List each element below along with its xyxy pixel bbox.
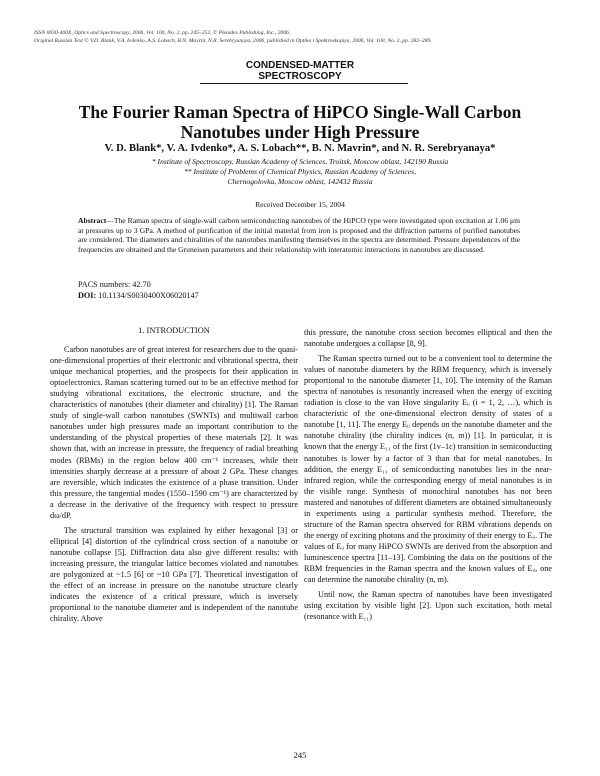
doi-value: 10.1134/S0030400X06020147 — [98, 291, 199, 300]
abstract — [78, 216, 520, 255]
abstract-text: —The Raman spectra of single-wall carbon semiconducting nanotubes of the HiPCO type were investigated upon excitation at 1.06 μm at pressures up to 3 GPa. A method of purification of the initial material from iron is proposed and the diffraction patterns of purified nanotubes are considered. The diameters and chiralities of the nanotubes manifesting themselves in the spectra are determined. Pressure dependences of the frequencies are obtained and the Gruneisen parameters and their relationship with interatomic interactions in nanotubes are discussed. — [78, 216, 520, 255]
paper-title — [40, 102, 560, 142]
paragraph: Carbon nanotubes are of great interest for researchers due to the quasi-one-dimensional properties of their electronic and vibrational spectra, their unique mechanical properties, and the prospects for their application in optoelectronics. Raman scattering turned out to be an effective method for studying vibrational excitations, the electronic structure, and the characteristics of nanotubes (their diameter and chirality) [1]. The Raman study of single-wall carbon nanotubes (SWNTs) and multiwall carbon nanotubes under high pressures made an important contribution to the understanding of the physical properties of these materials [2]. It was shown that, with an increase in pressure, the frequency of radial breathing modes (RBMs) in the region below 400 cm⁻¹ increases, while their intensities sharply decrease at a pressure of about 2 GPa. These changes are reversible, which indicates the existence of a phase transition. Under this pressure, the tangential modes (1550–1590 cm⁻¹) are characterized by a decrease in the derivative of the frequency with respect to pressure dω/dP. — [50, 345, 298, 520]
page-number: 245 — [293, 750, 307, 760]
section-line-1: CONDENSED-MATTER — [245, 60, 355, 71]
section-rule — [200, 83, 408, 84]
right-column — [304, 327, 552, 626]
paragraph: this pressure, the nanotube cross section becomes elliptical and then the nanotube undergoes a collapse [8, 9]. — [304, 328, 552, 349]
affiliation-2: ** Institute of Problems of Chemical Physics, Russian Academy of Sciences, — [184, 167, 416, 176]
header-line-2: Original Russian Text © V.D. Blank, V.A. Ivdenko, A.S. Lobach, B.N. Mavrin, N.R. Serebryanaya, 2006, published in Optika i Spektroskopiya, 2006, Vol. 100, No. 2, pp. 282–289. — [34, 37, 432, 44]
paragraph: The Raman spectra turned out to be a convenient tool to determine the values of nanotube diameters by the RBM frequency, which is inversely proportional to the nanotube diameter [1, 10]. The intensity of the Raman spectra of nanotubes is resonantly increased when the energy of exciting radiation is close to the van Hove singularity Eᵢᵢ (i = 1, 2, …), which is characteristic of the one-dimensional electron density of states of a nanotube [1, 11]. The energy Eᵢᵢ depends on the nanotube diameter and the nanotube chirality (the chirality indices (n, m)) [1]. In particular, it is known that the energy E₁₁ of the first (1v–1c) transition in semiconducting nanotubes is lower by a factor of 3 than that for metal nanotubes. In addition, the energy E₁₁ of semiconducting nanotubes lies in the near-infrared region, while the corresponding energy of metal nanotubes is in the visible range. Synthesis of monochiral nanotubes has not been mastered and nanotubes of different diameters are obtained simultaneously in experiments using a particular synthesis method. Therefore, the structure of the Raman spectra observed for RBM vibrations depends on the energy of exciting photons and the proximity of their energy to Eᵢᵢ. The values of Eᵢᵢ for many HiPCO SWNTs are derived from the absorption and luminescence spectra [11–13]. Combining the data on the positions of the RBM frequencies in the Raman spectra and the known values of Eᵢᵢ, one can determine the nanotube chirality (n, m). — [304, 354, 552, 585]
identifiers — [78, 279, 520, 301]
header-line-1: ISSN 0030-400X, Optics and Spectroscopy, 2006, Vol. 100, No. 2, pp. 245–252. © Pleiades Publishing, Inc., 2006. — [34, 30, 291, 36]
doi — [78, 290, 520, 301]
pacs-numbers: PACS numbers: 42.70 — [78, 280, 151, 289]
abstract-label: Abstract — [78, 216, 107, 225]
journal-header — [34, 30, 574, 45]
author-list: V. D. Blank*, V. A. Ivdenko*, A. S. Lobach**, B. N. Mavrin*, and N. R. Serebryanaya* — [104, 143, 496, 154]
paragraph: Until now, the Raman spectra of nanotubes have been investigated using excitation by visible light [2]. Upon such excitation, both metal (resonance with E₁₁) — [304, 590, 552, 622]
section-heading — [0, 60, 600, 82]
left-column — [50, 325, 298, 628]
received-date: Received December 15, 2004 — [255, 200, 345, 209]
affiliations — [60, 157, 540, 187]
title-line-1: The Fourier Raman Spectra of HiPCO Single-Wall Carbon — [78, 102, 522, 122]
doi-label: DOI: — [78, 291, 97, 300]
section-line-2: SPECTROSCOPY — [258, 71, 342, 82]
paragraph: The structural transition was explained by either hexagonal [3] or elliptical [4] distortion of the cylindrical cross section of a nanotube or nanotube collapse [5]. Diffraction data also give different results: with increasing pressure, the triangular lattice becomes violated and nanotubes are polygonized at ~1.5 [6] or ~10 GPa [7]. Theoretical investigation of the effect of an increase in pressure on the nanotube structure clearly indicates the existence of a critical pressure, which is inversely proportional to the nanotube diameter and is independent of the nanotube chirality. Above — [50, 525, 298, 624]
affiliation-2-cont: Chernogolovka, Moscow oblast, 142432 Russia — [227, 177, 373, 186]
title-line-2: Nanotubes under High Pressure — [180, 122, 420, 142]
affiliation-1: * Institute of Spectroscopy, Russian Academy of Sciences, Troitsk, Moscow oblast, 142190 Russia — [151, 157, 449, 166]
intro-heading: 1. INTRODUCTION — [138, 326, 210, 335]
